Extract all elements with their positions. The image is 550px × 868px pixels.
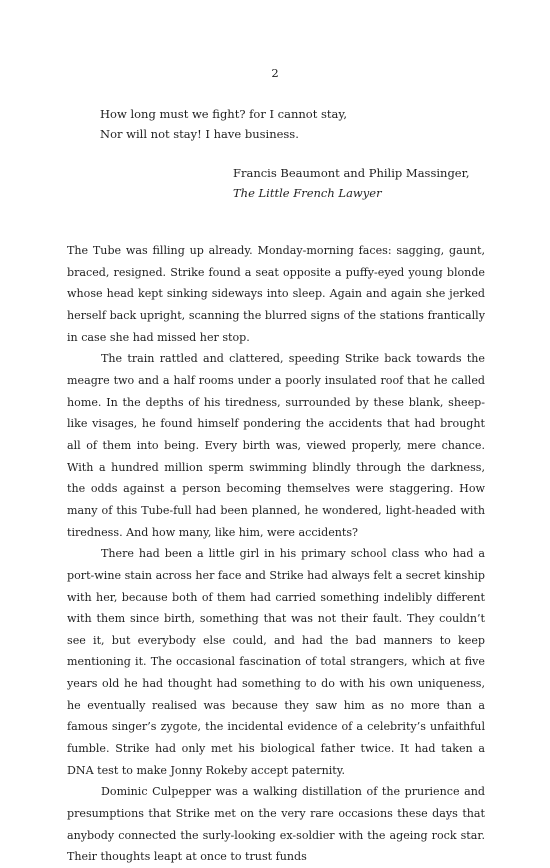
epigraph-line: How long must we fight? for I cannot stay, [100,107,347,121]
epigraph-work-title: The Little French Lawyer [233,186,382,200]
epigraph [100,104,460,144]
epigraph-attribution [233,163,493,203]
chapter-number: 2 [271,66,279,80]
epigraph-line: Nor will not stay! I have business. [100,127,299,141]
paragraph: The train rattled and clattered, speeding Strike back towards the meagre two and a half rooms under a poorly insulated roof that he called home. In the depths of his tiredness, surrounded by these blank, sheep-like visages, he found himself pondering the accidents that had brought all of them into being. Every birth was, viewed properly, mere chance. With a hundred million sperm swimming blindly through the darkness, the odds against a person becoming themselves were staggering. How many of this Tube-full had been planned, he wondered, light-headed with tiredness. And how many, like him, were accidents? [67,352,485,539]
epigraph-author: Francis Beaumont and Philip Massinger, [233,166,470,180]
paragraph: The Tube was filling up already. Monday-morning faces: sagging, gaunt, braced, resigned. Strike found a seat opposite a puffy-eyed young blonde whose head kept sinking sideways into sleep. Again and again she jerked herself back upright, scanning the blurred signs of the stations frantically in case she had missed her stop. [67,244,485,344]
paragraph: There had been a little girl in his primary school class who had a port-wine stain across her face and Strike had always felt a secret kinship with her, because both of them had carried something indelibly different with them since birth, something that was not their fault. They couldn’t see it, but everybody else could, and had the bad manners to keep mentioning it. The occasional fascination of total strangers, which at five years old he had thought had something to do with his own uniqueness, he eventually realised was because they saw him as no more than a famous singer’s zygote, the incidental evidence of a celebrity’s unfaithful fumble. Strike had only met his biological father twice. It had taken a DNA test to make Jonny Rokeby accept paternity. [67,547,485,777]
paragraph: Dominic Culpepper was a walking distillation of the prurience and presumptions that Strike met on the very rare occasions these days that anybody connected the surly-looking ex-soldier with the ageing rock star. Their thoughts leapt at once to trust funds [67,785,485,864]
body-text [67,240,485,868]
